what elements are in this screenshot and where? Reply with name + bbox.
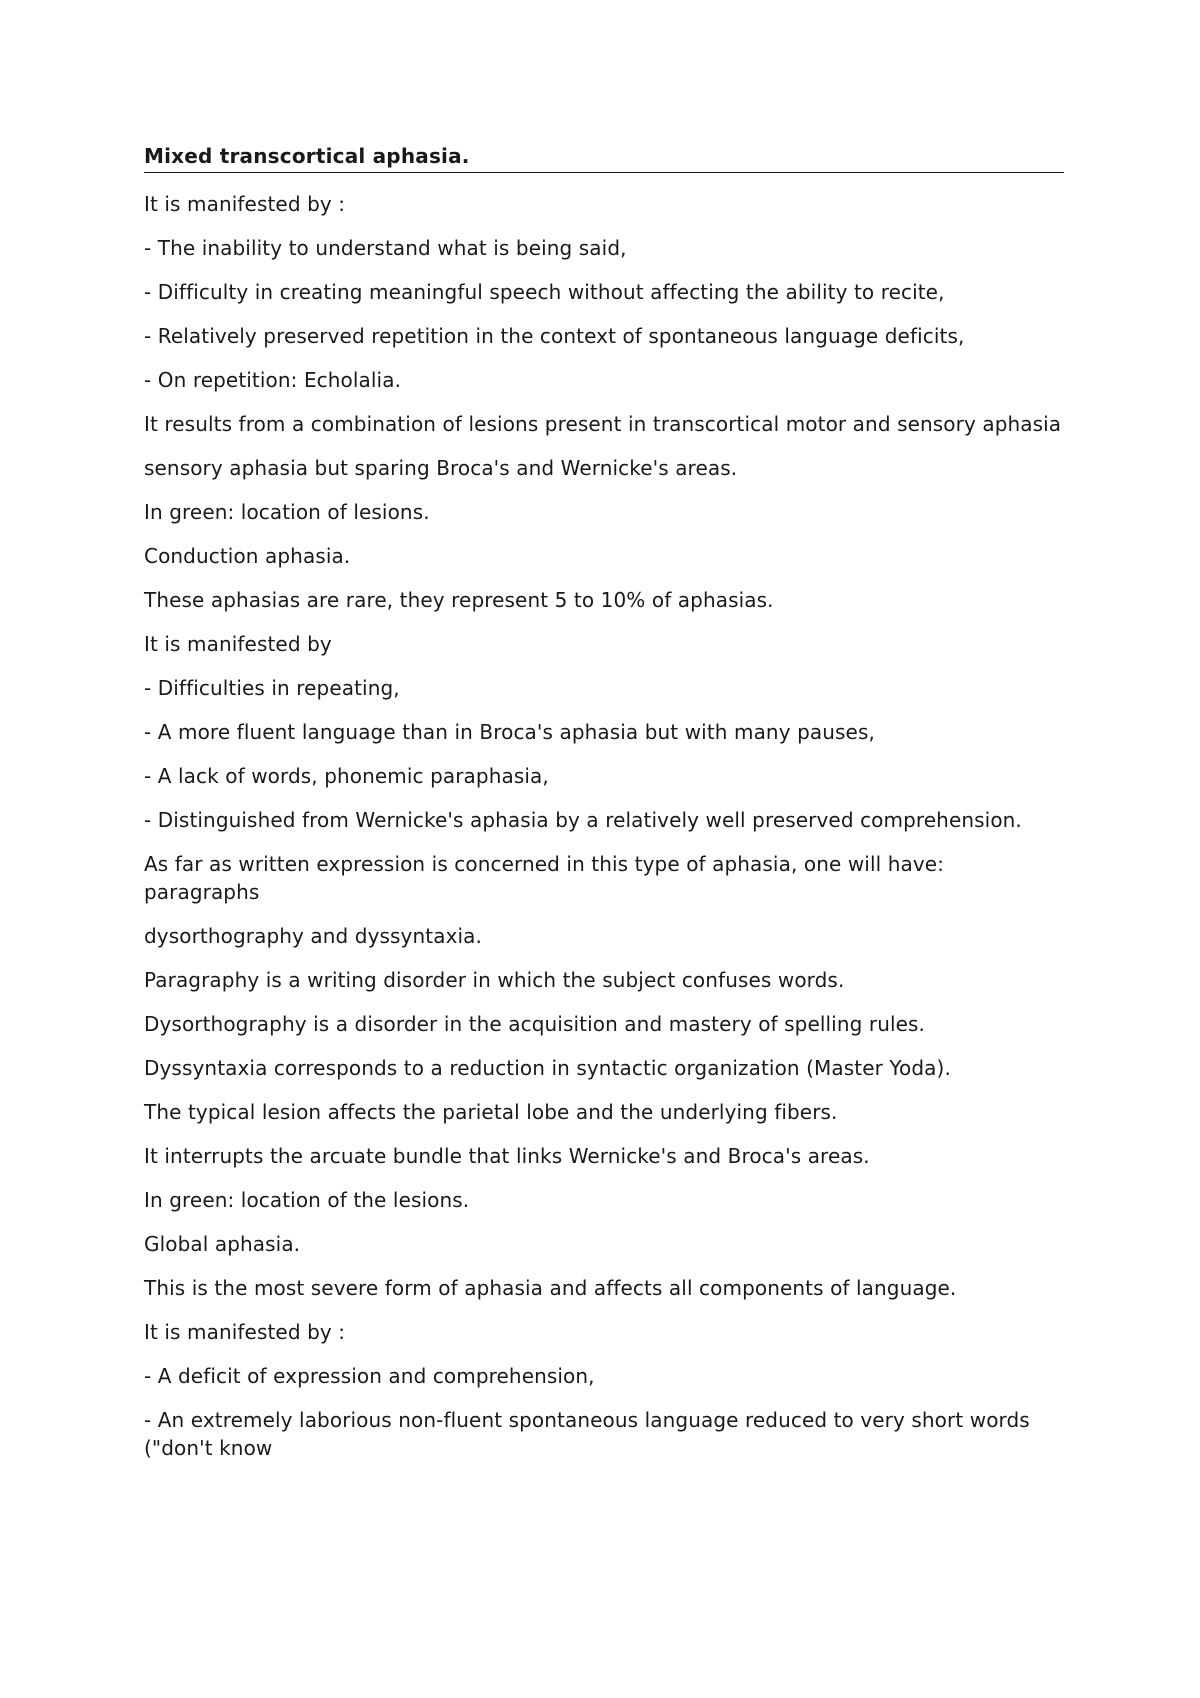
- paragraph: dysorthography and dyssyntaxia.: [144, 924, 482, 948]
- paragraph: It interrupts the arcuate bundle that links Wernicke's and Broca's areas.: [144, 1144, 870, 1168]
- paragraph: The typical lesion affects the parietal lobe and the underlying fibers.: [144, 1100, 838, 1124]
- document-page: [144, 0, 1064, 1698]
- paragraph: sensory aphasia but sparing Broca's and Wernicke's areas.: [144, 456, 738, 480]
- paragraph: - A deficit of expression and comprehension,: [144, 1364, 595, 1388]
- paragraph: - Difficulties in repeating,: [144, 676, 400, 700]
- section-heading: Mixed transcortical aphasia.: [144, 142, 1064, 173]
- paragraph: Conduction aphasia.: [144, 544, 351, 568]
- paragraph: In green: location of the lesions.: [144, 1188, 470, 1212]
- paragraph: - An extremely laborious non-fluent spontaneous language reduced to very short words ("don't know: [144, 1408, 1030, 1460]
- paragraph: - On repetition: Echolalia.: [144, 368, 402, 392]
- paragraph: - A more fluent language than in Broca's aphasia but with many pauses,: [144, 720, 875, 744]
- paragraph: Paragraphy is a writing disorder in which the subject confuses words.: [144, 968, 845, 992]
- paragraph: - A lack of words, phonemic paraphasia,: [144, 764, 549, 788]
- paragraph: - Difficulty in creating meaningful speech without affecting the ability to recite,: [144, 280, 945, 304]
- paragraph: Dyssyntaxia corresponds to a reduction in syntactic organization (Master Yoda).: [144, 1056, 951, 1080]
- paragraph: - Distinguished from Wernicke's aphasia by a relatively well preserved comprehension.: [144, 808, 1022, 832]
- paragraph: In green: location of lesions.: [144, 500, 430, 524]
- paragraph: Dysorthography is a disorder in the acquisition and mastery of spelling rules.: [144, 1012, 926, 1036]
- paragraph: - The inability to understand what is being said,: [144, 236, 627, 260]
- paragraph: It is manifested by :: [144, 192, 346, 216]
- paragraph: It is manifested by: [144, 632, 332, 656]
- paragraph: These aphasias are rare, they represent 5 to 10% of aphasias.: [144, 588, 774, 612]
- paragraph: As far as written expression is concerned in this type of aphasia, one will have: paragraphs: [144, 852, 945, 904]
- paragraph: Global aphasia.: [144, 1232, 301, 1256]
- paragraph: This is the most severe form of aphasia and affects all components of language.: [144, 1276, 957, 1300]
- paragraph: It results from a combination of lesions present in transcortical motor and sensory aphasia: [144, 412, 1062, 436]
- document-body: [144, 190, 1064, 1478]
- paragraph: - Relatively preserved repetition in the context of spontaneous language deficits,: [144, 324, 965, 348]
- paragraph: It is manifested by :: [144, 1320, 346, 1344]
